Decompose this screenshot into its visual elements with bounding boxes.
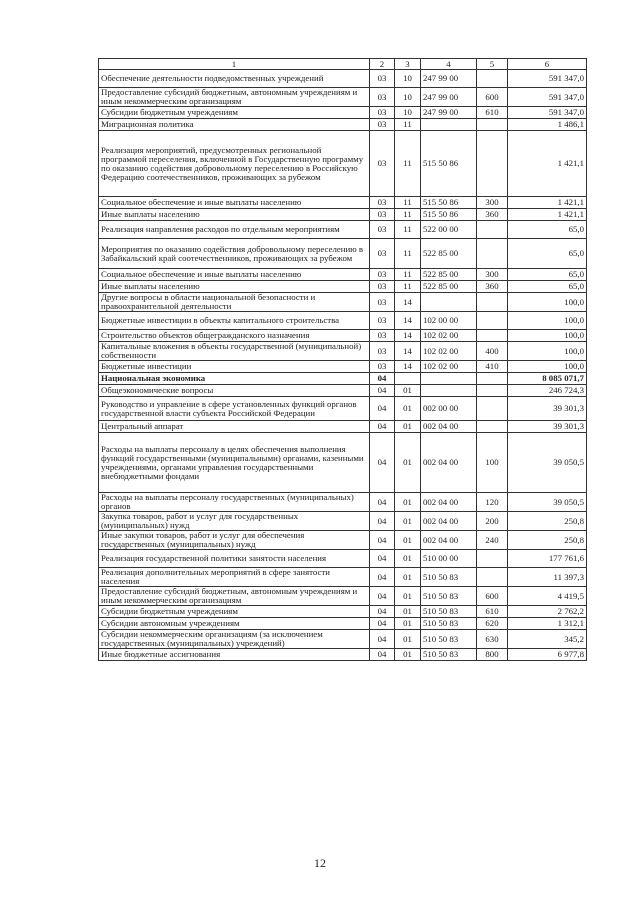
row-name: Реализация мероприятий, предусмотренных региональной программой переселения, включенной в Государственную программу по оказанию содействия добровольному переселению в Российскую Федерацию соотечественников, проживающих за рубежом	[99, 131, 370, 197]
row-expense-type: 620	[477, 618, 508, 630]
row-subsection	[395, 373, 421, 385]
row-subsection: 01	[395, 385, 421, 397]
table-row	[99, 649, 587, 661]
row-amount: 65,0	[508, 239, 587, 269]
row-amount: 65,0	[508, 281, 587, 293]
row-name: Предоставление субсидий бюджетным, автономным учреждениям и иным некоммерческим организациям	[99, 88, 370, 107]
row-subsection: 01	[395, 649, 421, 661]
table-row	[99, 373, 587, 385]
table-row	[99, 433, 587, 493]
row-target-article: 510 50 83	[421, 618, 477, 630]
row-expense-type	[477, 568, 508, 587]
row-target-article	[421, 373, 477, 385]
row-amount: 1 421,1	[508, 209, 587, 221]
column-header: 5	[477, 59, 508, 70]
row-target-article: 102 00 00	[421, 312, 477, 330]
row-name: Центральный аппарат	[99, 421, 370, 433]
table-row	[99, 209, 587, 221]
table-header-row	[99, 59, 587, 70]
row-target-article: 522 85 00	[421, 269, 477, 281]
row-target-article	[421, 385, 477, 397]
row-amount: 39 050,5	[508, 433, 587, 493]
row-expense-type	[477, 119, 508, 131]
row-subsection: 11	[395, 239, 421, 269]
row-target-article: 002 04 00	[421, 512, 477, 531]
row-name: Реализация государственной политики занятости населения	[99, 550, 370, 568]
row-section: 04	[370, 606, 395, 618]
row-amount: 177 761,6	[508, 550, 587, 568]
table-row	[99, 385, 587, 397]
row-subsection: 14	[395, 361, 421, 373]
row-subsection: 01	[395, 630, 421, 649]
table-row	[99, 587, 587, 606]
row-name: Предоставление субсидий бюджетным, автономным учреждениям и иным некоммерческим организациям	[99, 587, 370, 606]
row-name: Капитальные вложения в объекты государственной (муниципальной) собственности	[99, 342, 370, 361]
row-expense-type: 600	[477, 88, 508, 107]
row-subsection: 11	[395, 269, 421, 281]
row-target-article: 515 50 86	[421, 197, 477, 209]
row-section: 04	[370, 587, 395, 606]
row-section: 04	[370, 512, 395, 531]
row-amount: 6 977,8	[508, 649, 587, 661]
row-expense-type	[477, 550, 508, 568]
page-number: 12	[314, 856, 326, 870]
row-expense-type: 240	[477, 531, 508, 550]
budget-table	[98, 58, 587, 661]
row-expense-type: 410	[477, 361, 508, 373]
row-expense-type: 100	[477, 433, 508, 493]
column-header: 4	[421, 59, 477, 70]
row-expense-type: 800	[477, 649, 508, 661]
row-section: 03	[370, 70, 395, 88]
row-amount: 100,0	[508, 293, 587, 312]
row-expense-type	[477, 70, 508, 88]
row-subsection: 14	[395, 312, 421, 330]
row-section: 03	[370, 197, 395, 209]
row-target-article: 002 04 00	[421, 493, 477, 512]
row-name: Другие вопросы в области национальной безопасности и правоохранительной деятельности	[99, 293, 370, 312]
row-amount: 1 312,1	[508, 618, 587, 630]
row-name: Иные закупки товаров, работ и услуг для обеспечения государственных (муниципальных) нужд	[99, 531, 370, 550]
row-amount: 2 762,2	[508, 606, 587, 618]
row-target-article	[421, 293, 477, 312]
row-target-article: 102 02 00	[421, 361, 477, 373]
column-header: 1	[99, 59, 370, 70]
row-subsection: 01	[395, 550, 421, 568]
table-row	[99, 531, 587, 550]
row-amount: 1 421,1	[508, 197, 587, 209]
row-name: Расходы на выплаты персоналу в целях обеспечения выполнения функций государственными (муниципальными) органами, казенными учреждениями, органами управления государственными внебюджетными фондами	[99, 433, 370, 493]
row-amount: 250,8	[508, 531, 587, 550]
table-row	[99, 493, 587, 512]
table-row	[99, 342, 587, 361]
row-name: Субсидии бюджетным учреждениям	[99, 606, 370, 618]
table-row	[99, 107, 587, 119]
row-amount: 100,0	[508, 330, 587, 342]
table-row	[99, 361, 587, 373]
table-body	[99, 59, 587, 661]
row-expense-type: 300	[477, 197, 508, 209]
table-row	[99, 606, 587, 618]
row-subsection: 10	[395, 88, 421, 107]
column-header: 3	[395, 59, 421, 70]
row-section: 03	[370, 209, 395, 221]
row-target-article: 522 00 00	[421, 221, 477, 239]
row-amount: 11 397,3	[508, 568, 587, 587]
row-section: 03	[370, 221, 395, 239]
row-section: 03	[370, 119, 395, 131]
table-row	[99, 293, 587, 312]
row-amount: 4 419,5	[508, 587, 587, 606]
column-header: 2	[370, 59, 395, 70]
row-name: Субсидии бюджетным учреждениям	[99, 107, 370, 119]
row-name: Социальное обеспечение и иные выплаты населению	[99, 269, 370, 281]
row-subsection: 11	[395, 209, 421, 221]
row-expense-type	[477, 131, 508, 197]
row-expense-type: 300	[477, 269, 508, 281]
row-target-article: 102 02 00	[421, 342, 477, 361]
row-name: Закупка товаров, работ и услуг для государственных (муниципальных) нужд	[99, 512, 370, 531]
row-name: Иные выплаты населению	[99, 281, 370, 293]
row-section: 03	[370, 361, 395, 373]
row-name: Социальное обеспечение и иные выплаты населению	[99, 197, 370, 209]
table-row	[99, 88, 587, 107]
row-amount: 100,0	[508, 342, 587, 361]
row-amount: 65,0	[508, 221, 587, 239]
table-row	[99, 131, 587, 197]
row-name: Бюджетные инвестиции в объекты капитального строительства	[99, 312, 370, 330]
row-expense-type	[477, 373, 508, 385]
row-name: Реализация направления расходов по отдельным мероприятиям	[99, 221, 370, 239]
row-section: 03	[370, 293, 395, 312]
row-section: 03	[370, 281, 395, 293]
row-target-article: 510 50 83	[421, 630, 477, 649]
row-name: Реализация дополнительных мероприятий в сфере занятости населения	[99, 568, 370, 587]
row-name: Руководство и управление в сфере установленных функций органов государственной власти субъекта Российской Федерации	[99, 397, 370, 421]
table-row	[99, 421, 587, 433]
row-expense-type	[477, 293, 508, 312]
row-target-article: 002 04 00	[421, 531, 477, 550]
row-expense-type: 200	[477, 512, 508, 531]
row-name: Расходы на выплаты персоналу государственных (муниципальных) органов	[99, 493, 370, 512]
row-subsection: 01	[395, 421, 421, 433]
row-expense-type	[477, 397, 508, 421]
table-row	[99, 119, 587, 131]
row-subsection: 01	[395, 397, 421, 421]
column-header: 6	[508, 59, 587, 70]
row-amount: 246 724,3	[508, 385, 587, 397]
row-target-article: 510 00 00	[421, 550, 477, 568]
table-row	[99, 330, 587, 342]
row-target-article: 247 99 00	[421, 70, 477, 88]
row-section: 04	[370, 493, 395, 512]
row-name: Обеспечение деятельности подведомственных учреждений	[99, 70, 370, 88]
row-expense-type: 600	[477, 587, 508, 606]
row-subsection: 01	[395, 606, 421, 618]
row-name: Субсидии автономным учреждениям	[99, 618, 370, 630]
row-target-article	[421, 119, 477, 131]
row-subsection: 14	[395, 330, 421, 342]
row-name: Мероприятия по оказанию содействия добровольному переселению в Забайкальский край соотечественников, проживающих за рубежом	[99, 239, 370, 269]
row-subsection: 01	[395, 512, 421, 531]
row-subsection: 01	[395, 587, 421, 606]
row-subsection: 11	[395, 197, 421, 209]
row-expense-type	[477, 221, 508, 239]
row-amount: 1 421,1	[508, 131, 587, 197]
row-target-article: 510 50 83	[421, 587, 477, 606]
row-subsection: 11	[395, 131, 421, 197]
row-subsection: 01	[395, 568, 421, 587]
row-name: Иные бюджетные ассигнования	[99, 649, 370, 661]
row-expense-type	[477, 330, 508, 342]
row-section: 04	[370, 373, 395, 385]
table-row	[99, 281, 587, 293]
row-target-article: 002 04 00	[421, 421, 477, 433]
row-subsection: 11	[395, 221, 421, 239]
row-subsection: 14	[395, 342, 421, 361]
row-expense-type	[477, 421, 508, 433]
table-row	[99, 618, 587, 630]
row-expense-type: 610	[477, 107, 508, 119]
row-subsection: 10	[395, 107, 421, 119]
row-amount: 591 347,0	[508, 70, 587, 88]
row-subsection: 01	[395, 531, 421, 550]
row-name: Национальная экономика	[99, 373, 370, 385]
row-amount: 1 486,1	[508, 119, 587, 131]
row-amount: 345,2	[508, 630, 587, 649]
row-section: 03	[370, 131, 395, 197]
table-row	[99, 70, 587, 88]
row-section: 03	[370, 107, 395, 119]
row-amount: 100,0	[508, 312, 587, 330]
row-amount: 8 085 071,7	[508, 373, 587, 385]
row-subsection: 10	[395, 70, 421, 88]
table-row	[99, 550, 587, 568]
row-expense-type: 120	[477, 493, 508, 512]
table-row	[99, 630, 587, 649]
row-expense-type: 360	[477, 281, 508, 293]
row-amount: 250,8	[508, 512, 587, 531]
row-target-article: 102 02 00	[421, 330, 477, 342]
row-section: 03	[370, 88, 395, 107]
row-amount: 65,0	[508, 269, 587, 281]
row-expense-type	[477, 239, 508, 269]
row-section: 03	[370, 330, 395, 342]
row-target-article: 522 85 00	[421, 239, 477, 269]
row-amount: 100,0	[508, 361, 587, 373]
row-section: 04	[370, 433, 395, 493]
row-section: 04	[370, 649, 395, 661]
row-target-article: 522 85 00	[421, 281, 477, 293]
row-amount: 39 301,3	[508, 421, 587, 433]
row-amount: 39 301,3	[508, 397, 587, 421]
row-expense-type: 360	[477, 209, 508, 221]
row-target-article: 247 99 00	[421, 88, 477, 107]
row-section: 04	[370, 568, 395, 587]
table-row	[99, 397, 587, 421]
row-name: Миграционная политика	[99, 119, 370, 131]
row-name: Иные выплаты населению	[99, 209, 370, 221]
table-row	[99, 312, 587, 330]
row-subsection: 14	[395, 293, 421, 312]
row-subsection: 01	[395, 618, 421, 630]
row-target-article: 510 50 83	[421, 606, 477, 618]
row-expense-type: 610	[477, 606, 508, 618]
row-name: Субсидии некоммерческим организациям (за исключением государственных (муниципальных) учреждений)	[99, 630, 370, 649]
table-row	[99, 221, 587, 239]
row-target-article: 510 50 83	[421, 568, 477, 587]
row-expense-type: 400	[477, 342, 508, 361]
row-target-article: 247 99 00	[421, 107, 477, 119]
table-row	[99, 197, 587, 209]
row-target-article: 515 50 86	[421, 209, 477, 221]
row-subsection: 11	[395, 119, 421, 131]
row-expense-type	[477, 312, 508, 330]
table-row	[99, 269, 587, 281]
row-target-article: 515 50 86	[421, 131, 477, 197]
row-section: 04	[370, 531, 395, 550]
row-amount: 591 347,0	[508, 88, 587, 107]
row-amount: 39 050,5	[508, 493, 587, 512]
row-section: 03	[370, 312, 395, 330]
row-expense-type: 630	[477, 630, 508, 649]
row-name: Бюджетные инвестиции	[99, 361, 370, 373]
row-expense-type	[477, 385, 508, 397]
row-section: 04	[370, 550, 395, 568]
row-name: Строительство объектов общегражданского назначения	[99, 330, 370, 342]
row-section: 03	[370, 239, 395, 269]
row-section: 03	[370, 342, 395, 361]
row-section: 04	[370, 421, 395, 433]
row-section: 04	[370, 618, 395, 630]
row-section: 04	[370, 397, 395, 421]
row-subsection: 01	[395, 493, 421, 512]
row-subsection: 01	[395, 433, 421, 493]
table-row	[99, 512, 587, 531]
table-row	[99, 568, 587, 587]
row-section: 03	[370, 269, 395, 281]
row-target-article: 002 00 00	[421, 397, 477, 421]
row-subsection: 11	[395, 281, 421, 293]
row-amount: 591 347,0	[508, 107, 587, 119]
table-row	[99, 239, 587, 269]
row-target-article: 002 04 00	[421, 433, 477, 493]
row-target-article: 510 50 83	[421, 649, 477, 661]
row-name: Общеэкономические вопросы	[99, 385, 370, 397]
row-section: 04	[370, 630, 395, 649]
row-section: 04	[370, 385, 395, 397]
